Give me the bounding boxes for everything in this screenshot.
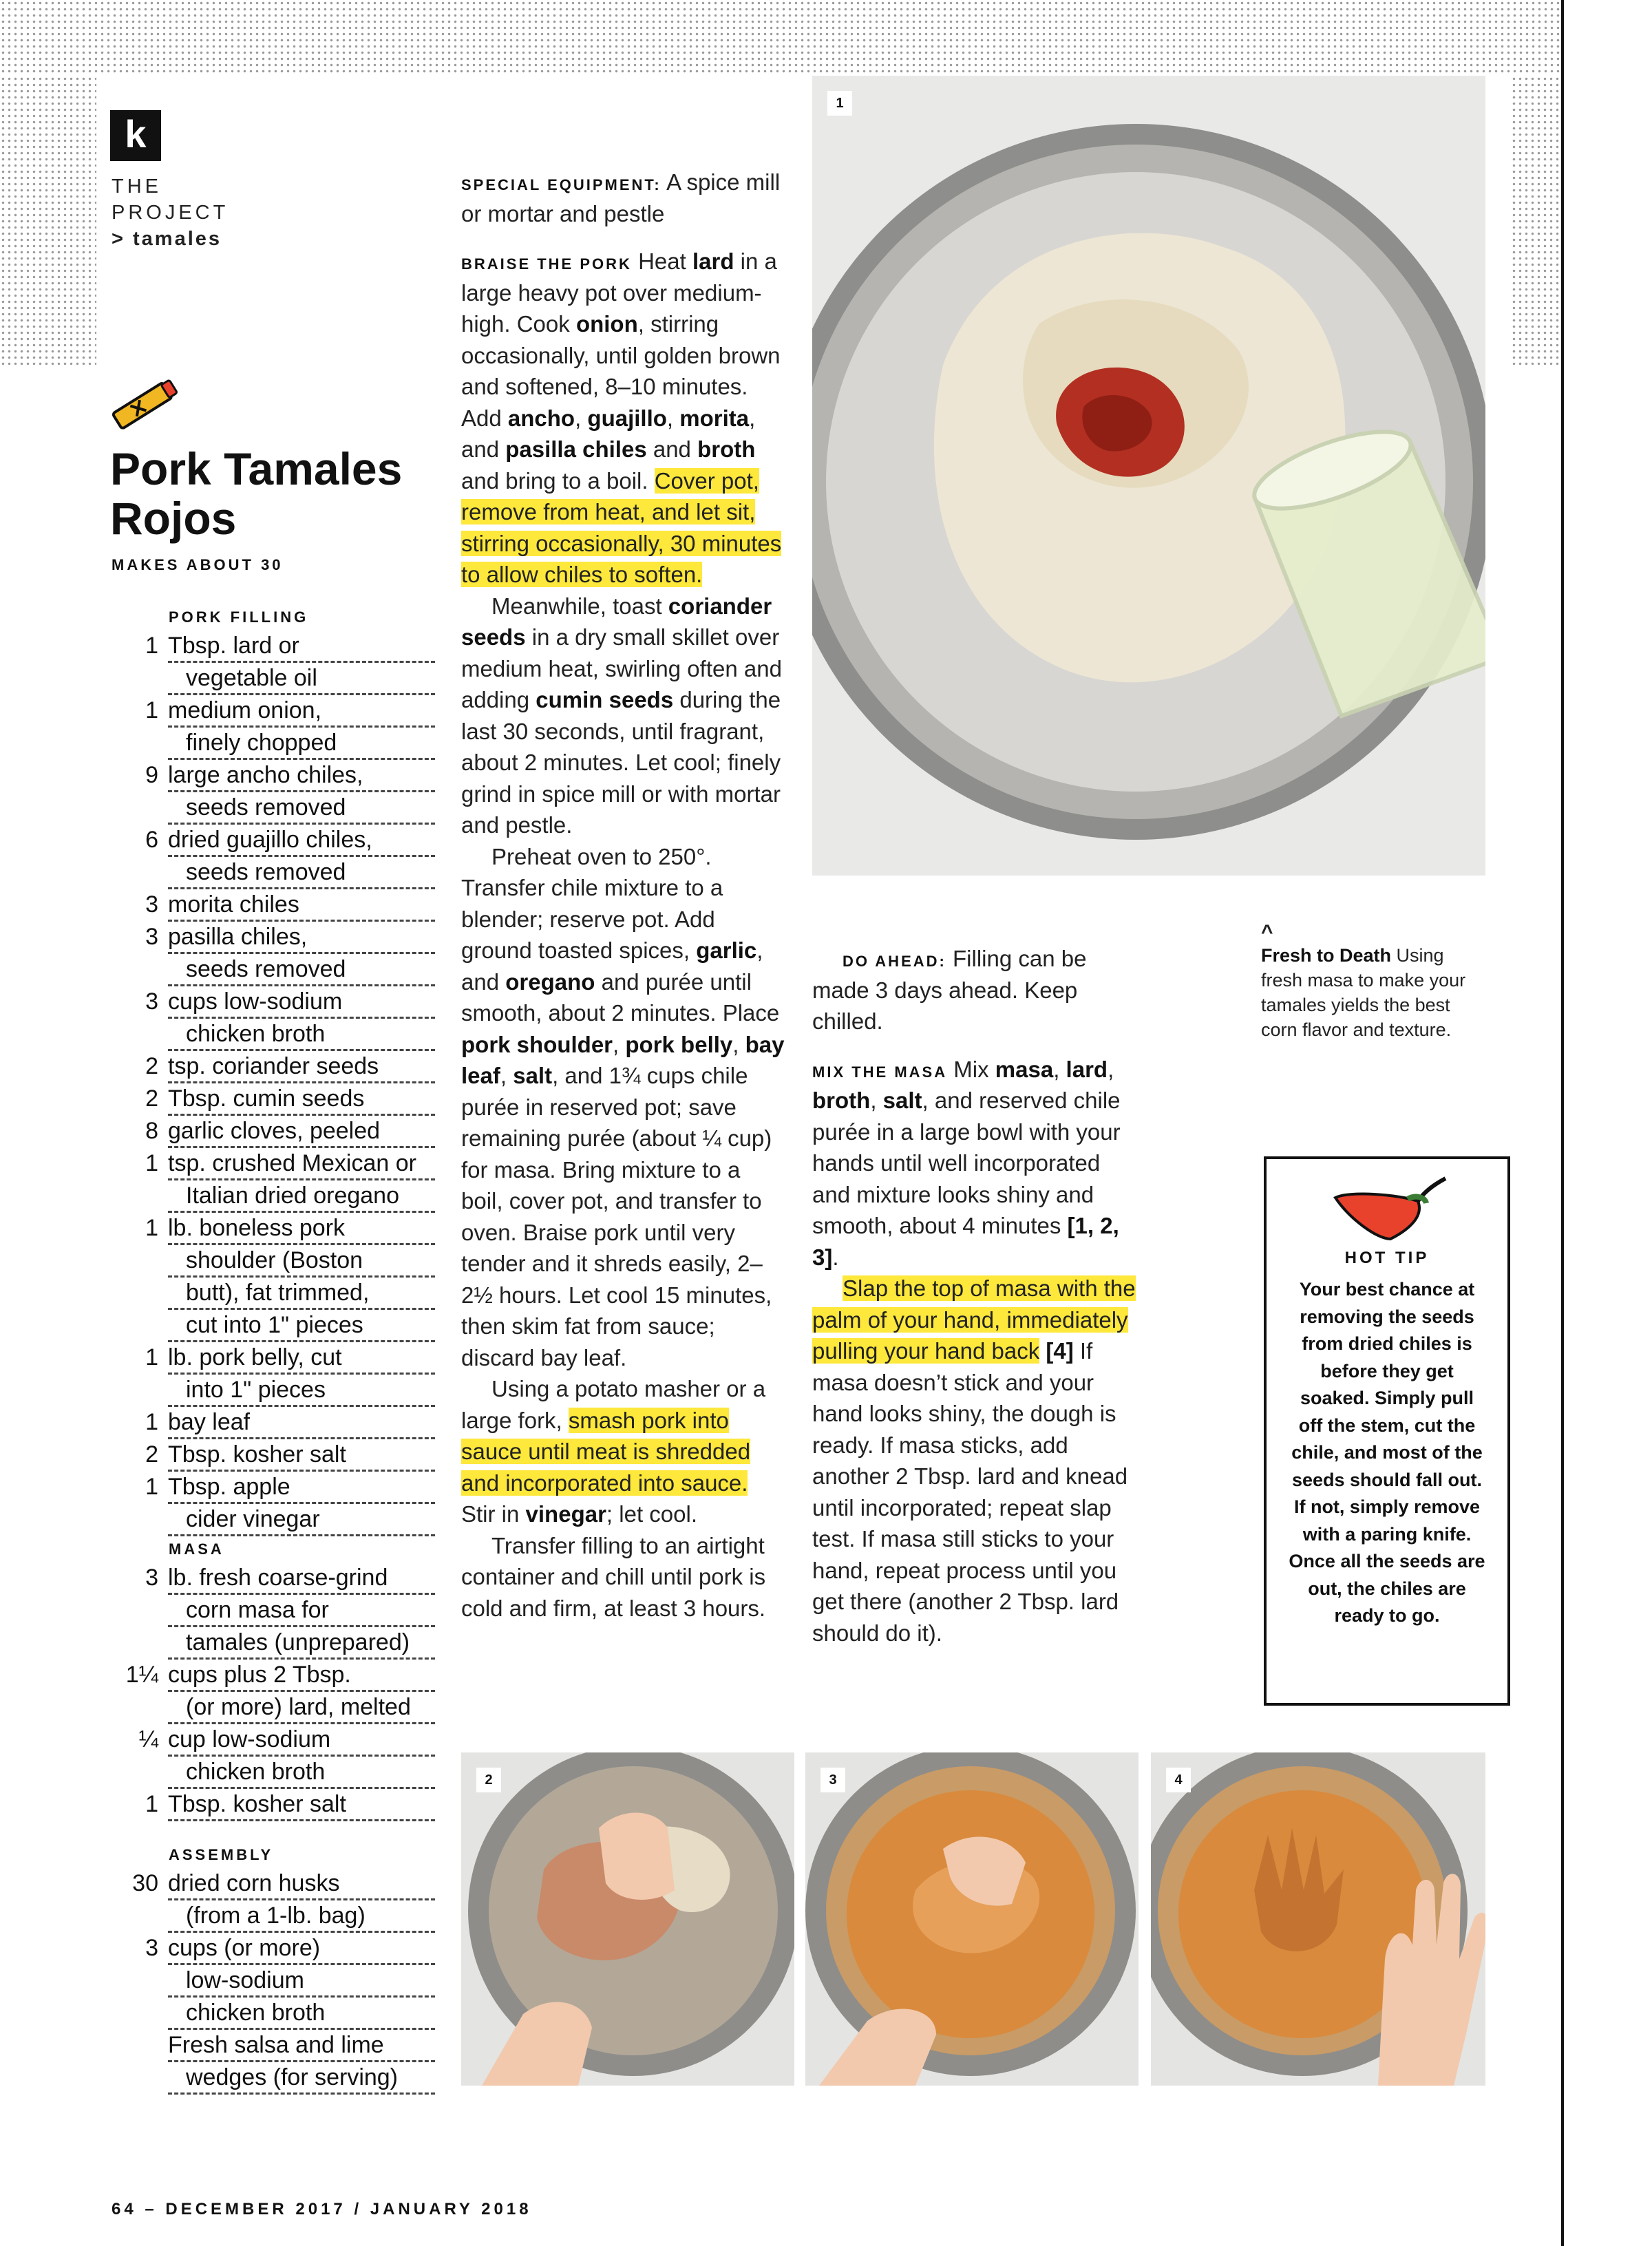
highlighted-text: smash pork into sauce until meat is shredded and incorporated into sauce. [461,1407,751,1496]
ingredient-item [110,1439,435,1472]
bold-ingredient: cumin seeds [536,687,674,712]
ingredient-line: lb. boneless pork [168,1213,435,1245]
ingredient-line: (from a 1-lb. bag) [168,1900,435,1933]
body-text: Using a potato masher or a large fork, [461,1376,766,1433]
ingredient-quantity: ¼ [138,1726,158,1752]
ingredient-line: cut into 1" pieces [168,1310,435,1342]
method-column-1 [461,167,785,1624]
bold-ingredient: broth [697,436,756,462]
ingredient-item [110,1933,435,2030]
ingredient-item [110,1660,435,1724]
ingredient-quantity: 2 [145,1441,158,1468]
ingredient-item [110,1342,435,1407]
caret-up-icon: ^ [1261,921,1273,944]
body-text: , [1053,1056,1066,1082]
body-text: , and 1¾ cups chile purée in reserved pot; save remaining purée (about ¼ cup) for masa. Bring mixture to a boil, cover pot, and transfer to oven. Braise pork until very tender and it shreds easily, 2–2½ hours. Let cool 15 minutes, then skim fat from sauce; discard bay leaf. [461,1063,772,1370]
do-ahead-note [812,943,1136,1037]
ingredient-quantity: 1 [145,1215,158,1241]
bold-ingredient: guajillo [587,405,667,431]
ingredient-line: medium onion, [168,695,435,728]
ingredient-quantity: 1¼ [125,1662,158,1688]
ingredient-item [110,1148,435,1213]
body-text: Mix [947,1056,995,1082]
ingredient-quantity: 1 [145,697,158,723]
braise-step-3 [461,841,785,1374]
ingredient-line: Fresh salsa and lime [168,2030,435,2062]
ingredient-line: large ancho chiles, [168,760,435,792]
section-line-1: THE [112,176,162,198]
masa-step-1 [812,1054,1136,1273]
ingredient-item [110,1407,435,1439]
dot-pattern-left [0,76,96,365]
ingredient-line: Tbsp. cumin seeds [168,1083,435,1116]
photo-3-illustration [805,1752,1139,2086]
bold-ingredient: pork shoulder [461,1031,613,1057]
section-label [112,173,229,252]
bold-ingredient: bay leaf [461,1031,785,1088]
photo-mixing-step-2 [461,1752,794,2086]
body-text: , [870,1088,883,1113]
bold-ingredient: coriander seeds [461,593,772,650]
body-text: If masa doesn’t stick and your hand looks shiny, the dough is ready. If masa sticks, add another 2 Tbsp. lard and knead until incorporated; repeat slap test. If masa still sticks to your hand, repeat process until you get there (another 2 Tbsp. lard should do it). [812,1338,1128,1646]
ingredient-line: cups (or more) [168,1933,435,1965]
ingredient-item [110,1724,435,1789]
ingredient-item [110,760,435,825]
ingredient-quantity: 1 [145,1409,158,1435]
ingredient-line: Tbsp. lard or [168,631,435,663]
ingredient-item [110,1083,435,1116]
body-text: Meanwhile, toast [491,593,668,619]
page-edge-rule [1561,0,1564,2246]
ingredient-item [110,631,435,695]
ingredient-line: into 1" pieces [168,1375,435,1407]
title-line-1: Pork Tamales [110,443,403,494]
ingredient-item [110,922,435,986]
photo-number-1: 1 [827,91,852,116]
recipe-yield: MAKES ABOUT 30 [112,556,284,573]
ingredient-item [110,1116,435,1148]
ingredient-quantity: 6 [145,827,158,853]
braise-step-4 [461,1373,785,1530]
body-text: Stir in [461,1501,526,1527]
ingredient-quantity: 2 [145,1053,158,1079]
ingredient-item [110,1472,435,1536]
ingredient-line: vegetable oil [168,663,435,695]
body-text: , [613,1031,626,1057]
hot-tip-text: Your best chance at removing the seeds from dried chiles is before they get soaked. Simply pull off the stem, cut the chile, and most of the seeds should fall out. If not, simply remove with a paring knife. Once all the seeds are out, the chiles are ready to go. [1289,1279,1485,1626]
title-line-2: Rojos [110,493,237,544]
bold-ingredient: pork belly [625,1031,733,1057]
ingredient-line: lb. pork belly, cut [168,1342,435,1375]
body-text: during the last 30 seconds, until fragrant, about 2 minutes. Let cool; finely grind in spice mill or with mortar and pestle. [461,687,781,838]
method-column-2 [812,943,1136,1649]
braise-step-1 [461,246,785,591]
photo-caption [1261,922,1488,1042]
do-ahead-text: Filling can be made 3 days ahead. Keep chilled. [812,946,1087,1034]
ingredient-line: dried corn husks [168,1868,435,1900]
dot-pattern-right [1511,76,1561,365]
ingredient-quantity: 1 [145,1791,158,1817]
ingredient-item [110,1789,435,1821]
candle-icon [103,372,186,434]
body-text: , [666,405,680,431]
body-text: and [646,436,698,462]
ingredient-line: morita chiles [168,889,435,922]
ingredient-line: lb. fresh coarse-grind [168,1562,435,1595]
ingredient-line: seeds removed [168,857,435,889]
ingredient-quantity: 1 [145,1344,158,1370]
ingredient-quantity: 3 [145,1565,158,1591]
bold-ingredient: morita [679,405,750,431]
bold-ingredient: pasilla chiles [505,436,647,462]
bold-ingredient: [4] [1046,1338,1074,1364]
do-ahead-label: DO AHEAD: [843,953,946,970]
ingredient-line: bay leaf [168,1407,435,1439]
recipe-title [110,444,468,543]
ingredient-group-heading: PORK FILLING [169,608,309,626]
braise-label: BRAISE THE PORK [461,255,632,273]
ingredient-line: cups low-sodium [168,986,435,1019]
ingredients-pork-filling [110,604,435,1536]
ingredient-quantity: 1 [145,633,158,659]
bold-ingredient: lard [1066,1056,1108,1082]
ingredient-line: (or more) lard, melted [168,1692,435,1724]
photo-2-illustration [461,1752,794,2086]
ingredient-line: Italian dried oregano [168,1180,435,1213]
ingredient-line: dried guajillo chiles, [168,825,435,857]
caption-bold: Fresh to Death [1261,945,1392,966]
bold-ingredient: oregano [505,968,595,995]
highlighted-text: Slap the top of masa with the palm of your hand, immediately pulling your hand back [812,1275,1136,1364]
photo-1-illustration [812,76,1485,876]
body-text: , and [461,405,756,462]
body-text: in a dry small skillet over medium heat, swirling often and adding [461,624,782,712]
body-text: , and reserved chile purée in a large bowl with your hands until well incorporated and mixture looks shiny and smooth, about 4 minutes [812,1088,1121,1238]
special-equipment-text: A spice mill or mortar and pestle [461,169,781,226]
body-text: Transfer filling to an airtight container and chill until pork is cold and firm, at least 3 hours. [461,1532,766,1621]
bold-ingredient: broth [812,1088,871,1113]
braise-step-5 [461,1530,785,1624]
ingredient-quantity: 2 [145,1085,158,1112]
bold-ingredient: masa [995,1056,1054,1082]
ingredient-quantity: 1 [145,1474,158,1500]
bold-ingredient: onion [575,311,638,337]
ingredients-assembly [110,1842,435,2095]
body-text: , stirring occasionally, until golden brown and softened, 8–10 minutes. Add [461,311,781,431]
ingredient-line: wedges (for serving) [168,2062,435,2095]
page-footer: 64 – DECEMBER 2017 / JANUARY 2018 [112,2200,532,2218]
braise-step-2 [461,591,785,841]
ingredient-line: tamales (unprepared) [168,1627,435,1660]
ingredient-line: cup low-sodium [168,1724,435,1757]
ingredient-line: shoulder (Boston [168,1245,435,1278]
logo: k [110,110,161,161]
body-text: ; let cool. [606,1501,697,1527]
ingredient-line: Tbsp. kosher salt [168,1789,435,1821]
body-text: , and [461,937,763,995]
ingredient-line: seeds removed [168,792,435,825]
bold-ingredient: salt [513,1063,553,1088]
ingredient-group-heading: MASA [169,1540,224,1558]
body-text: in a large heavy pot over medium-high. Cook [461,248,777,337]
dot-pattern-top [0,0,1561,76]
section-line-2: PROJECT [112,202,229,224]
ingredient-item [110,1213,435,1342]
ingredient-line: cups plus 2 Tbsp. [168,1660,435,1692]
ingredient-line: finely chopped [168,728,435,760]
ingredient-item [110,695,435,760]
bold-ingredient: garlic [696,937,757,963]
ingredient-line: pasilla chiles, [168,922,435,954]
ingredient-quantity: 3 [145,924,158,950]
hot-tip-heading: HOT TIP [1344,1249,1430,1267]
ingredient-quantity: 8 [145,1118,158,1144]
ingredient-quantity [110,2030,168,2095]
bold-ingredient: lard [692,248,734,274]
ingredient-line: garlic cloves, peeled [168,1116,435,1148]
ingredient-quantity: 9 [145,762,158,788]
photo-masa-bowl [812,76,1485,876]
ingredient-line: butt), fat trimmed, [168,1278,435,1310]
bold-ingredient: vinegar [525,1501,606,1527]
ingredient-item [110,2030,435,2095]
ingredient-item [110,1051,435,1083]
special-equipment [461,167,785,229]
body-text: and purée until smooth, about 2 minutes. Place [461,968,780,1026]
ingredient-line: Tbsp. apple [168,1472,435,1504]
highlighted-text: Cover pot, remove from heat, and let sit, stirring occasionally, 30 minutes to allow chiles to soften. [461,467,782,587]
masa-step-2 [812,1273,1136,1649]
ingredient-line: chicken broth [168,1998,435,2030]
photo-4-illustration [1151,1752,1485,2086]
ingredient-item [110,1868,435,1933]
ingredient-quantity: 1 [145,1150,158,1176]
ingredient-line: tsp. crushed Mexican or [168,1148,435,1180]
body-text: , [575,405,588,431]
ingredient-item [110,1562,435,1660]
ingredient-item [110,825,435,889]
photo-number-4: 4 [1166,1768,1191,1792]
bold-ingredient: ancho [507,405,575,431]
ingredient-line: seeds removed [168,954,435,986]
body-text: , [1108,1056,1114,1082]
ingredient-item [110,986,435,1051]
bold-ingredient: salt [882,1088,922,1113]
body-text: and bring to a boil. [461,467,655,494]
chile-pepper-icon [1322,1170,1452,1246]
ingredient-quantity: 3 [145,988,158,1015]
caption-text: Using fresh masa to make your tamales yields the best corn flavor and texture. [1261,945,1466,1040]
ingredient-line: tsp. coriander seeds [168,1051,435,1083]
ingredient-line: corn masa for [168,1595,435,1627]
body-text: , [500,1063,513,1088]
ingredient-quantity: 3 [145,1935,158,1961]
ingredient-item [110,889,435,922]
body-text: , [732,1031,745,1057]
ingredient-quantity: 30 [132,1870,158,1896]
masa-label: MIX THE MASA [812,1063,948,1081]
ingredient-line: cider vinegar [168,1504,435,1536]
photo-slap-test-step-4 [1151,1752,1485,2086]
ingredient-line: low-sodium [168,1965,435,1998]
hot-tip-box [1264,1156,1510,1706]
ingredient-line: Tbsp. kosher salt [168,1439,435,1472]
photo-mixing-step-3 [805,1752,1139,2086]
ingredients-masa [110,1536,435,1821]
bold-ingredient: [1, 2, 3] [812,1213,1119,1270]
ingredient-line: chicken broth [168,1757,435,1789]
body-text: . [832,1244,839,1270]
special-equipment-label: SPECIAL EQUIPMENT: [461,176,661,193]
body-text: Heat [631,248,692,274]
ingredient-quantity: 3 [145,891,158,918]
photo-number-2: 2 [476,1768,501,1792]
photo-number-3: 3 [820,1768,845,1792]
body-text: Preheat oven to 250°. Transfer chile mixture to a blender; reserve pot. Add ground toasted spices, [461,843,723,963]
ingredient-group-heading: ASSEMBLY [169,1846,274,1863]
section-sub-link[interactable]: > tamales [112,228,222,250]
ingredient-line: chicken broth [168,1019,435,1051]
